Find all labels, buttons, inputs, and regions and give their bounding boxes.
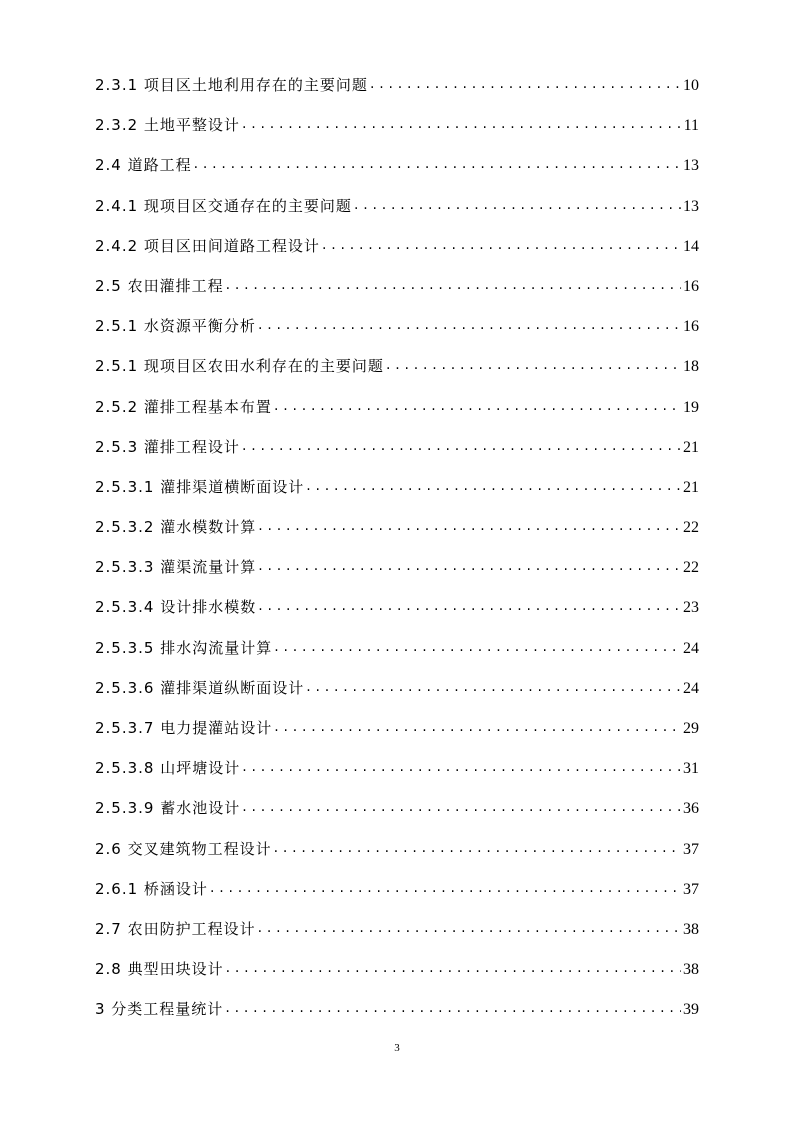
toc-entry-title: 2.5.3 灌排工程设计 [95,437,240,456]
toc-dot-leader [258,917,681,939]
toc-dot-leader [370,73,681,95]
toc-dot-leader [322,234,681,256]
toc-entry[interactable] [95,396,699,436]
toc-entry-page: 37 [683,880,699,898]
toc-dot-leader [226,274,681,296]
toc-entry[interactable] [95,275,699,315]
toc-entry[interactable] [95,637,699,677]
toc-entry-title: 2.3.2 土地平整设计 [95,116,240,135]
toc-entry-title: 2.8 典型田块设计 [95,960,224,979]
toc-dot-leader [242,113,682,135]
toc-entry-title: 2.5.1 现项目区农田水利存在的主要问题 [95,357,384,376]
toc-entry-title: 2.5.3.8 山坪塘设计 [95,759,241,778]
toc-entry-title: 2.5 农田灌排工程 [95,276,224,295]
toc-entry-title: 2.3.1 项目区土地利用存在的主要问题 [95,76,368,94]
toc-entry-title: 2.5.3.4 设计排水模数 [95,598,257,617]
toc-dot-leader [306,475,681,497]
toc-dot-leader [242,435,681,457]
toc-dot-leader [386,354,681,376]
toc-entry[interactable] [95,355,699,395]
toc-entry-page: 24 [683,639,699,657]
toc-entry-title: 2.5.1 水资源平衡分析 [95,317,256,336]
toc-entry-page: 38 [683,920,699,938]
toc-entry-page: 14 [683,237,699,255]
table-of-contents [95,74,699,1039]
toc-dot-leader [274,395,681,417]
toc-entry[interactable] [95,918,699,958]
toc-entry[interactable] [95,998,699,1038]
toc-entry-page: 36 [683,800,699,818]
toc-entry-page: 37 [683,840,699,858]
toc-dot-leader [225,997,681,1019]
toc-entry-page: 10 [683,77,699,94]
toc-entry-page: 29 [683,720,699,737]
toc-entry-page: 31 [683,760,699,778]
toc-entry[interactable] [95,958,699,998]
toc-entry[interactable] [95,878,699,918]
toc-entry-page: 21 [683,478,699,496]
toc-entry-title: 2.6.1 桥涵设计 [95,879,208,898]
toc-entry-page: 16 [683,318,699,336]
toc-entry-page: 16 [683,277,699,295]
toc-entry[interactable] [95,74,699,114]
toc-entry-title: 2.5.3.9 蓄水池设计 [95,799,241,818]
toc-entry-title: 2.5.3.5 排水沟流量计算 [95,638,273,657]
toc-dot-leader [258,555,681,577]
toc-dot-leader [258,595,681,617]
toc-entry-title: 2.6 交叉建筑物工程设计 [95,839,272,858]
toc-dot-leader [306,676,681,698]
toc-entry[interactable] [95,315,699,355]
toc-entry[interactable] [95,677,699,717]
toc-entry-page: 22 [683,559,699,577]
toc-dot-leader [242,756,681,778]
toc-dot-leader [210,877,681,899]
toc-entry-title: 2.4 道路工程 [95,156,192,175]
toc-entry-page: 13 [683,197,699,215]
toc-entry-page: 38 [683,961,699,979]
toc-entry[interactable] [95,235,699,275]
toc-entry-title: 2.7 农田防护工程设计 [95,919,256,938]
toc-dot-leader [274,636,681,658]
toc-entry[interactable] [95,154,699,194]
toc-entry[interactable] [95,195,699,235]
toc-entry-title: 2.5.3.3 灌渠流量计算 [95,558,257,577]
toc-entry[interactable] [95,838,699,878]
toc-entry-page: 21 [683,438,699,456]
toc-entry-title: 2.4.1 现项目区交通存在的主要问题 [95,196,352,215]
toc-dot-leader [258,314,681,336]
toc-entry[interactable] [95,436,699,476]
toc-entry-title: 3 分类工程量统计 [95,1000,224,1019]
toc-entry-page: 19 [683,398,699,416]
toc-entry[interactable] [95,476,699,516]
toc-entry-title: 2.5.3.7 电力提灌站设计 [95,719,273,737]
page-number: 3 [394,1042,400,1054]
toc-dot-leader [194,153,681,175]
toc-entry[interactable] [95,757,699,797]
toc-entry-title: 2.5.3.1 灌排渠道横断面设计 [95,477,305,496]
toc-entry-page: 11 [683,117,699,135]
toc-entry-page: 39 [683,1001,699,1019]
toc-entry-title: 2.5.3.2 灌水模数计算 [95,518,257,537]
toc-entry-title: 2.4.2 项目区田间道路工程设计 [95,236,320,255]
toc-entry[interactable] [95,114,699,154]
toc-entry[interactable] [95,516,699,556]
toc-entry[interactable] [95,717,699,757]
toc-entry-page: 13 [683,157,699,175]
toc-dot-leader [226,957,681,979]
toc-dot-leader [274,716,681,738]
toc-dot-leader [242,796,681,818]
toc-entry-page: 22 [683,519,699,537]
toc-entry-title: 2.5.2 灌排工程基本布置 [95,397,272,416]
toc-dot-leader [274,837,681,859]
toc-entry[interactable] [95,596,699,636]
toc-entry[interactable] [95,797,699,837]
toc-entry[interactable] [95,556,699,596]
toc-entry-page: 23 [683,599,699,617]
toc-dot-leader [258,515,681,537]
toc-entry-page: 18 [683,358,699,376]
toc-entry-title: 2.5.3.6 灌排渠道纵断面设计 [95,678,305,697]
toc-entry-page: 24 [683,679,699,697]
toc-dot-leader [354,194,681,216]
